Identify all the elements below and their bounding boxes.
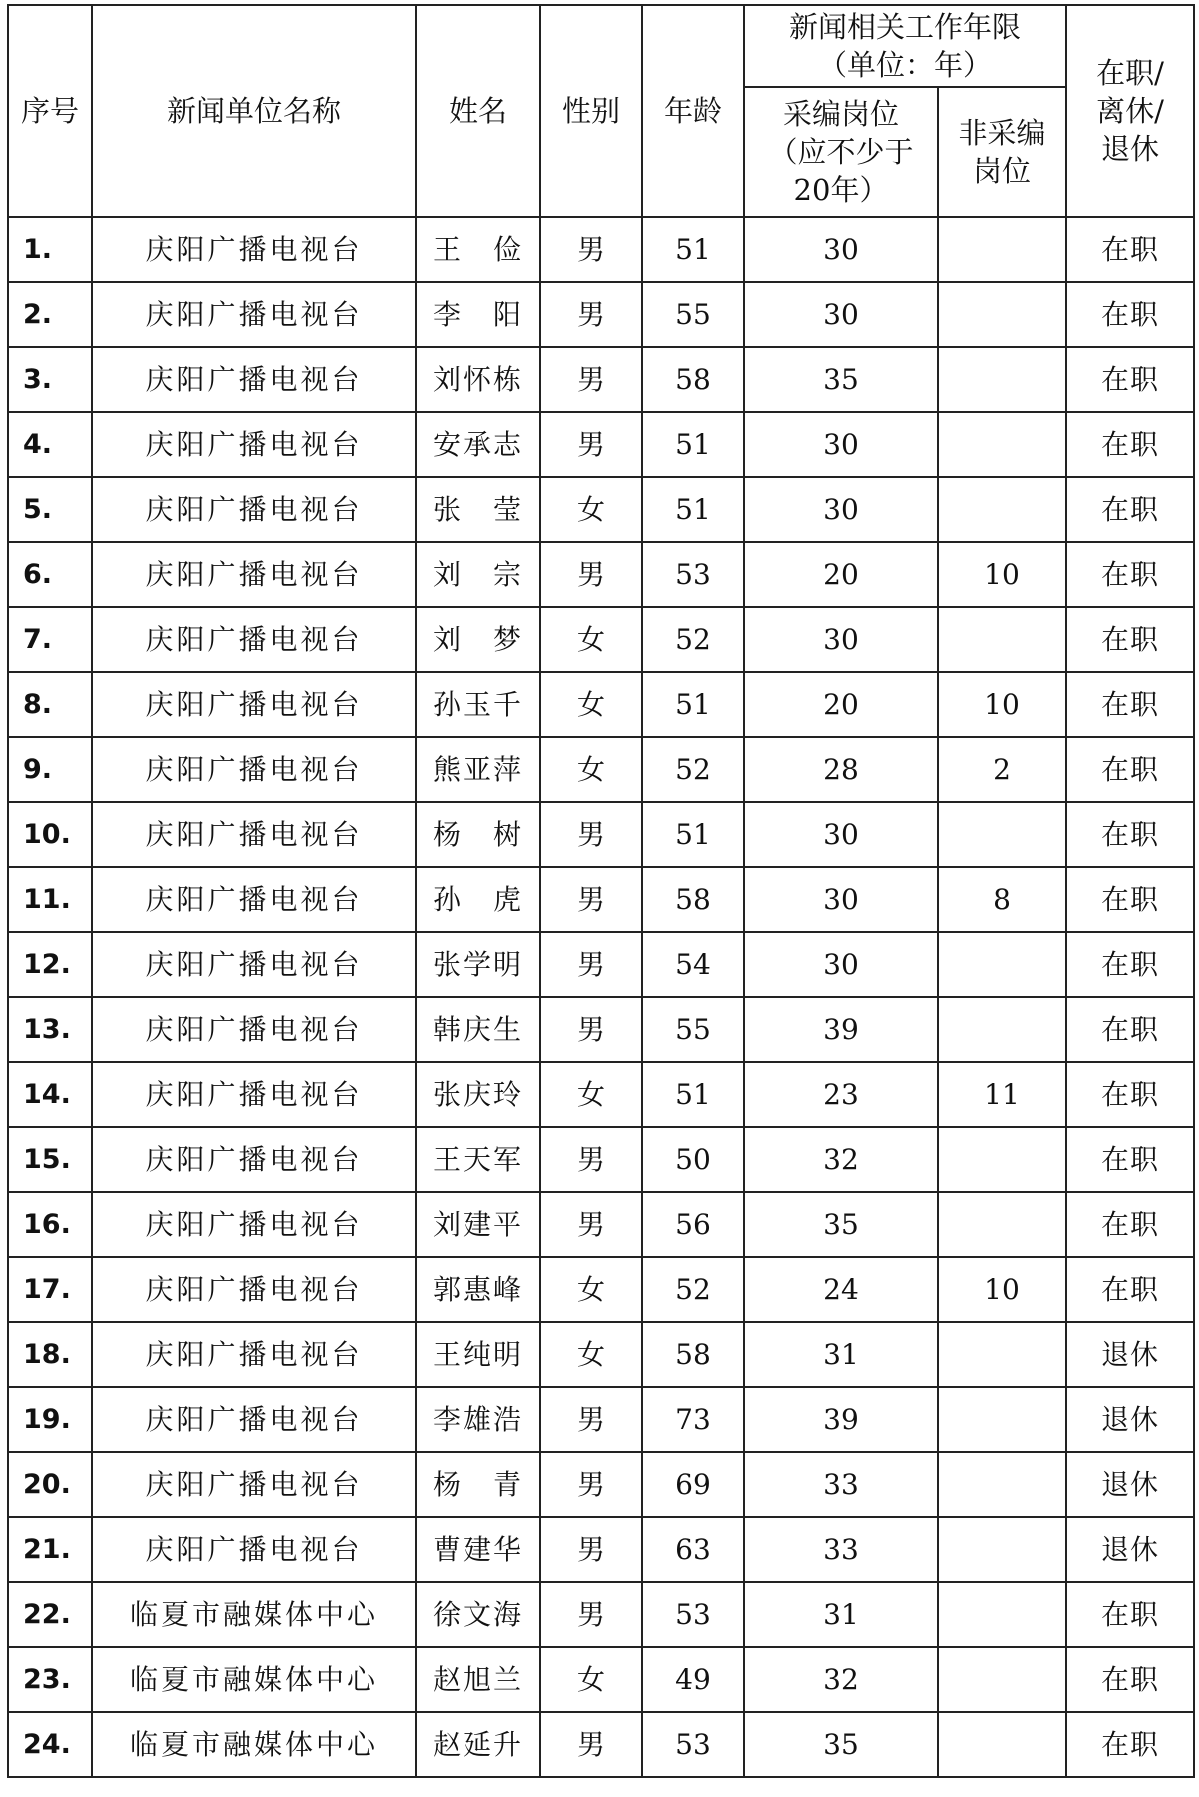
cell-name: 郭惠峰 xyxy=(416,1257,540,1322)
cell-status: 在职 xyxy=(1066,672,1194,737)
cell-feicaibian-years xyxy=(938,932,1066,997)
cell-sex: 女 xyxy=(540,737,642,802)
cell-seq: 5. xyxy=(8,477,92,542)
cell-caibian-years: 31 xyxy=(744,1322,938,1387)
cell-feicaibian-years: 11 xyxy=(938,1062,1066,1127)
cell-status: 在职 xyxy=(1066,737,1194,802)
cell-name: 韩庆生 xyxy=(416,997,540,1062)
cell-name: 李雄浩 xyxy=(416,1387,540,1452)
cell-sex: 男 xyxy=(540,542,642,607)
cell-status: 在职 xyxy=(1066,217,1194,282)
cell-name: 赵延升 xyxy=(416,1712,540,1777)
cell-sex: 男 xyxy=(540,867,642,932)
cell-status: 在职 xyxy=(1066,1257,1194,1322)
cell-name: 杨 青 xyxy=(416,1452,540,1517)
cell-status: 退休 xyxy=(1066,1322,1194,1387)
cell-sex: 男 xyxy=(540,1582,642,1647)
table-row xyxy=(8,802,1194,867)
cell-sex: 女 xyxy=(540,1257,642,1322)
cell-name: 刘 梦 xyxy=(416,607,540,672)
cell-name: 孙玉千 xyxy=(416,672,540,737)
table-row xyxy=(8,1517,1194,1582)
cell-name: 杨 树 xyxy=(416,802,540,867)
cell-feicaibian-years xyxy=(938,997,1066,1062)
cell-age: 51 xyxy=(642,477,744,542)
cell-name: 王天军 xyxy=(416,1127,540,1192)
cell-unit: 庆阳广播电视台 xyxy=(92,607,416,672)
cell-status: 退休 xyxy=(1066,1452,1194,1517)
cell-caibian-years: 30 xyxy=(744,802,938,867)
cell-name: 张庆玲 xyxy=(416,1062,540,1127)
cell-seq: 22. xyxy=(8,1582,92,1647)
cell-unit: 庆阳广播电视台 xyxy=(92,737,416,802)
cell-status: 在职 xyxy=(1066,282,1194,347)
cell-age: 53 xyxy=(642,542,744,607)
cell-sex: 男 xyxy=(540,347,642,412)
cell-age: 58 xyxy=(642,347,744,412)
document-sheet xyxy=(7,4,1195,1778)
cell-unit: 庆阳广播电视台 xyxy=(92,1192,416,1257)
cell-sex: 女 xyxy=(540,477,642,542)
cell-name: 赵旭兰 xyxy=(416,1647,540,1712)
table-row xyxy=(8,1257,1194,1322)
cell-seq: 24. xyxy=(8,1712,92,1777)
cell-unit: 庆阳广播电视台 xyxy=(92,867,416,932)
cell-seq: 17. xyxy=(8,1257,92,1322)
cell-unit: 庆阳广播电视台 xyxy=(92,347,416,412)
cell-feicaibian-years xyxy=(938,1647,1066,1712)
cell-feicaibian-years: 10 xyxy=(938,542,1066,607)
cell-age: 55 xyxy=(642,282,744,347)
cell-caibian-years: 20 xyxy=(744,542,938,607)
cell-feicaibian-years: 10 xyxy=(938,672,1066,737)
table-row xyxy=(8,932,1194,997)
cell-status: 在职 xyxy=(1066,542,1194,607)
cell-seq: 14. xyxy=(8,1062,92,1127)
cell-name: 张 莹 xyxy=(416,477,540,542)
cell-seq: 2. xyxy=(8,282,92,347)
cell-status: 在职 xyxy=(1066,412,1194,477)
cell-caibian-years: 32 xyxy=(744,1647,938,1712)
cell-status: 退休 xyxy=(1066,1387,1194,1452)
cell-age: 53 xyxy=(642,1582,744,1647)
cell-feicaibian-years xyxy=(938,1127,1066,1192)
cell-age: 63 xyxy=(642,1517,744,1582)
cell-sex: 男 xyxy=(540,1517,642,1582)
cell-name: 张学明 xyxy=(416,932,540,997)
cell-sex: 男 xyxy=(540,1712,642,1777)
cell-seq: 1. xyxy=(8,217,92,282)
header-years-group: 新闻相关工作年限（单位：年） xyxy=(744,5,1066,87)
cell-caibian-years: 30 xyxy=(744,282,938,347)
cell-age: 50 xyxy=(642,1127,744,1192)
cell-seq: 13. xyxy=(8,997,92,1062)
cell-unit: 临夏市融媒体中心 xyxy=(92,1582,416,1647)
cell-name: 王 俭 xyxy=(416,217,540,282)
cell-unit: 庆阳广播电视台 xyxy=(92,542,416,607)
cell-sex: 女 xyxy=(540,1647,642,1712)
cell-caibian-years: 33 xyxy=(744,1517,938,1582)
cell-seq: 21. xyxy=(8,1517,92,1582)
cell-age: 55 xyxy=(642,997,744,1062)
cell-sex: 男 xyxy=(540,1192,642,1257)
cell-age: 49 xyxy=(642,1647,744,1712)
cell-age: 51 xyxy=(642,802,744,867)
cell-feicaibian-years xyxy=(938,1387,1066,1452)
cell-unit: 庆阳广播电视台 xyxy=(92,802,416,867)
cell-name: 刘怀栋 xyxy=(416,347,540,412)
cell-age: 58 xyxy=(642,867,744,932)
table-row xyxy=(8,1127,1194,1192)
cell-status: 在职 xyxy=(1066,802,1194,867)
cell-sex: 女 xyxy=(540,1062,642,1127)
cell-caibian-years: 35 xyxy=(744,1192,938,1257)
cell-status: 在职 xyxy=(1066,347,1194,412)
cell-seq: 10. xyxy=(8,802,92,867)
cell-seq: 20. xyxy=(8,1452,92,1517)
table-row xyxy=(8,1322,1194,1387)
cell-feicaibian-years xyxy=(938,1517,1066,1582)
table-row xyxy=(8,1387,1194,1452)
table-header xyxy=(8,5,1194,217)
cell-feicaibian-years xyxy=(938,1192,1066,1257)
cell-status: 在职 xyxy=(1066,477,1194,542)
cell-feicaibian-years xyxy=(938,1452,1066,1517)
cell-unit: 庆阳广播电视台 xyxy=(92,412,416,477)
cell-feicaibian-years xyxy=(938,412,1066,477)
cell-name: 安承志 xyxy=(416,412,540,477)
cell-status: 在职 xyxy=(1066,1712,1194,1777)
cell-name: 刘 宗 xyxy=(416,542,540,607)
cell-name: 刘建平 xyxy=(416,1192,540,1257)
cell-sex: 男 xyxy=(540,217,642,282)
table-row xyxy=(8,1062,1194,1127)
cell-seq: 3. xyxy=(8,347,92,412)
cell-name: 王纯明 xyxy=(416,1322,540,1387)
cell-caibian-years: 20 xyxy=(744,672,938,737)
cell-seq: 4. xyxy=(8,412,92,477)
cell-unit: 庆阳广播电视台 xyxy=(92,1062,416,1127)
cell-name: 孙 虎 xyxy=(416,867,540,932)
cell-unit: 庆阳广播电视台 xyxy=(92,217,416,282)
cell-feicaibian-years xyxy=(938,217,1066,282)
cell-sex: 女 xyxy=(540,607,642,672)
cell-unit: 临夏市融媒体中心 xyxy=(92,1712,416,1777)
cell-status: 在职 xyxy=(1066,1062,1194,1127)
cell-age: 52 xyxy=(642,607,744,672)
cell-status: 在职 xyxy=(1066,867,1194,932)
table-row xyxy=(8,867,1194,932)
table-row xyxy=(8,282,1194,347)
cell-seq: 16. xyxy=(8,1192,92,1257)
table-row xyxy=(8,1582,1194,1647)
table-body xyxy=(8,217,1194,1777)
header-unit: 新闻单位名称 xyxy=(92,5,416,217)
cell-feicaibian-years xyxy=(938,347,1066,412)
cell-age: 53 xyxy=(642,1712,744,1777)
cell-sex: 男 xyxy=(540,802,642,867)
cell-sex: 男 xyxy=(540,932,642,997)
cell-seq: 19. xyxy=(8,1387,92,1452)
header-sex: 性别 xyxy=(540,5,642,217)
cell-status: 退休 xyxy=(1066,1517,1194,1582)
cell-caibian-years: 39 xyxy=(744,997,938,1062)
cell-unit: 庆阳广播电视台 xyxy=(92,1517,416,1582)
cell-unit: 庆阳广播电视台 xyxy=(92,672,416,737)
cell-seq: 11. xyxy=(8,867,92,932)
cell-feicaibian-years xyxy=(938,607,1066,672)
cell-caibian-years: 30 xyxy=(744,412,938,477)
cell-caibian-years: 33 xyxy=(744,1452,938,1517)
header-status: 在职/离休/退休 xyxy=(1066,5,1194,217)
cell-sex: 男 xyxy=(540,412,642,477)
cell-unit: 庆阳广播电视台 xyxy=(92,1257,416,1322)
cell-caibian-years: 32 xyxy=(744,1127,938,1192)
cell-sex: 男 xyxy=(540,1127,642,1192)
cell-age: 51 xyxy=(642,1062,744,1127)
cell-unit: 临夏市融媒体中心 xyxy=(92,1647,416,1712)
cell-age: 58 xyxy=(642,1322,744,1387)
cell-status: 在职 xyxy=(1066,1192,1194,1257)
cell-feicaibian-years: 2 xyxy=(938,737,1066,802)
cell-unit: 庆阳广播电视台 xyxy=(92,1387,416,1452)
cell-seq: 23. xyxy=(8,1647,92,1712)
cell-age: 51 xyxy=(642,217,744,282)
table-row xyxy=(8,607,1194,672)
cell-unit: 庆阳广播电视台 xyxy=(92,997,416,1062)
cell-caibian-years: 30 xyxy=(744,932,938,997)
cell-caibian-years: 31 xyxy=(744,1582,938,1647)
cell-sex: 男 xyxy=(540,282,642,347)
cell-feicaibian-years xyxy=(938,802,1066,867)
cell-status: 在职 xyxy=(1066,997,1194,1062)
cell-feicaibian-years xyxy=(938,1712,1066,1777)
cell-feicaibian-years: 8 xyxy=(938,867,1066,932)
cell-feicaibian-years xyxy=(938,282,1066,347)
cell-caibian-years: 24 xyxy=(744,1257,938,1322)
cell-unit: 庆阳广播电视台 xyxy=(92,1452,416,1517)
cell-caibian-years: 30 xyxy=(744,477,938,542)
cell-seq: 18. xyxy=(8,1322,92,1387)
header-caibian: 采编岗位（应不少于20年） xyxy=(744,87,938,217)
header-name: 姓名 xyxy=(416,5,540,217)
cell-sex: 男 xyxy=(540,1452,642,1517)
cell-caibian-years: 28 xyxy=(744,737,938,802)
table-row xyxy=(8,347,1194,412)
cell-sex: 男 xyxy=(540,997,642,1062)
table-row xyxy=(8,1647,1194,1712)
cell-caibian-years: 35 xyxy=(744,1712,938,1777)
cell-caibian-years: 39 xyxy=(744,1387,938,1452)
table-row xyxy=(8,672,1194,737)
cell-caibian-years: 30 xyxy=(744,867,938,932)
cell-feicaibian-years xyxy=(938,1322,1066,1387)
header-age: 年龄 xyxy=(642,5,744,217)
cell-feicaibian-years xyxy=(938,477,1066,542)
cell-unit: 庆阳广播电视台 xyxy=(92,477,416,542)
cell-caibian-years: 30 xyxy=(744,217,938,282)
cell-seq: 6. xyxy=(8,542,92,607)
cell-age: 56 xyxy=(642,1192,744,1257)
cell-caibian-years: 23 xyxy=(744,1062,938,1127)
cell-feicaibian-years xyxy=(938,1582,1066,1647)
cell-status: 在职 xyxy=(1066,1647,1194,1712)
cell-age: 52 xyxy=(642,1257,744,1322)
cell-age: 51 xyxy=(642,412,744,477)
cell-caibian-years: 30 xyxy=(744,607,938,672)
cell-caibian-years: 35 xyxy=(744,347,938,412)
cell-age: 73 xyxy=(642,1387,744,1452)
cell-feicaibian-years: 10 xyxy=(938,1257,1066,1322)
cell-sex: 女 xyxy=(540,1322,642,1387)
cell-name: 徐文海 xyxy=(416,1582,540,1647)
journalist-table xyxy=(7,4,1195,1778)
table-row xyxy=(8,997,1194,1062)
cell-age: 54 xyxy=(642,932,744,997)
table-row xyxy=(8,1192,1194,1257)
table-row xyxy=(8,217,1194,282)
cell-name: 李 阳 xyxy=(416,282,540,347)
table-row xyxy=(8,737,1194,802)
cell-status: 在职 xyxy=(1066,1127,1194,1192)
cell-seq: 15. xyxy=(8,1127,92,1192)
cell-status: 在职 xyxy=(1066,932,1194,997)
cell-status: 在职 xyxy=(1066,607,1194,672)
cell-seq: 7. xyxy=(8,607,92,672)
cell-status: 在职 xyxy=(1066,1582,1194,1647)
table-row xyxy=(8,477,1194,542)
cell-age: 52 xyxy=(642,737,744,802)
cell-unit: 庆阳广播电视台 xyxy=(92,1322,416,1387)
cell-seq: 12. xyxy=(8,932,92,997)
header-seq: 序号 xyxy=(8,5,92,217)
cell-name: 熊亚萍 xyxy=(416,737,540,802)
cell-unit: 庆阳广播电视台 xyxy=(92,1127,416,1192)
table-row xyxy=(8,1452,1194,1517)
cell-unit: 庆阳广播电视台 xyxy=(92,282,416,347)
cell-seq: 8. xyxy=(8,672,92,737)
cell-name: 曹建华 xyxy=(416,1517,540,1582)
cell-sex: 男 xyxy=(540,1387,642,1452)
cell-sex: 女 xyxy=(540,672,642,737)
cell-unit: 庆阳广播电视台 xyxy=(92,932,416,997)
table-row xyxy=(8,1712,1194,1777)
header-feicaibian: 非采编岗位 xyxy=(938,87,1066,217)
table-row xyxy=(8,412,1194,477)
cell-age: 51 xyxy=(642,672,744,737)
table-row xyxy=(8,542,1194,607)
cell-seq: 9. xyxy=(8,737,92,802)
cell-age: 69 xyxy=(642,1452,744,1517)
